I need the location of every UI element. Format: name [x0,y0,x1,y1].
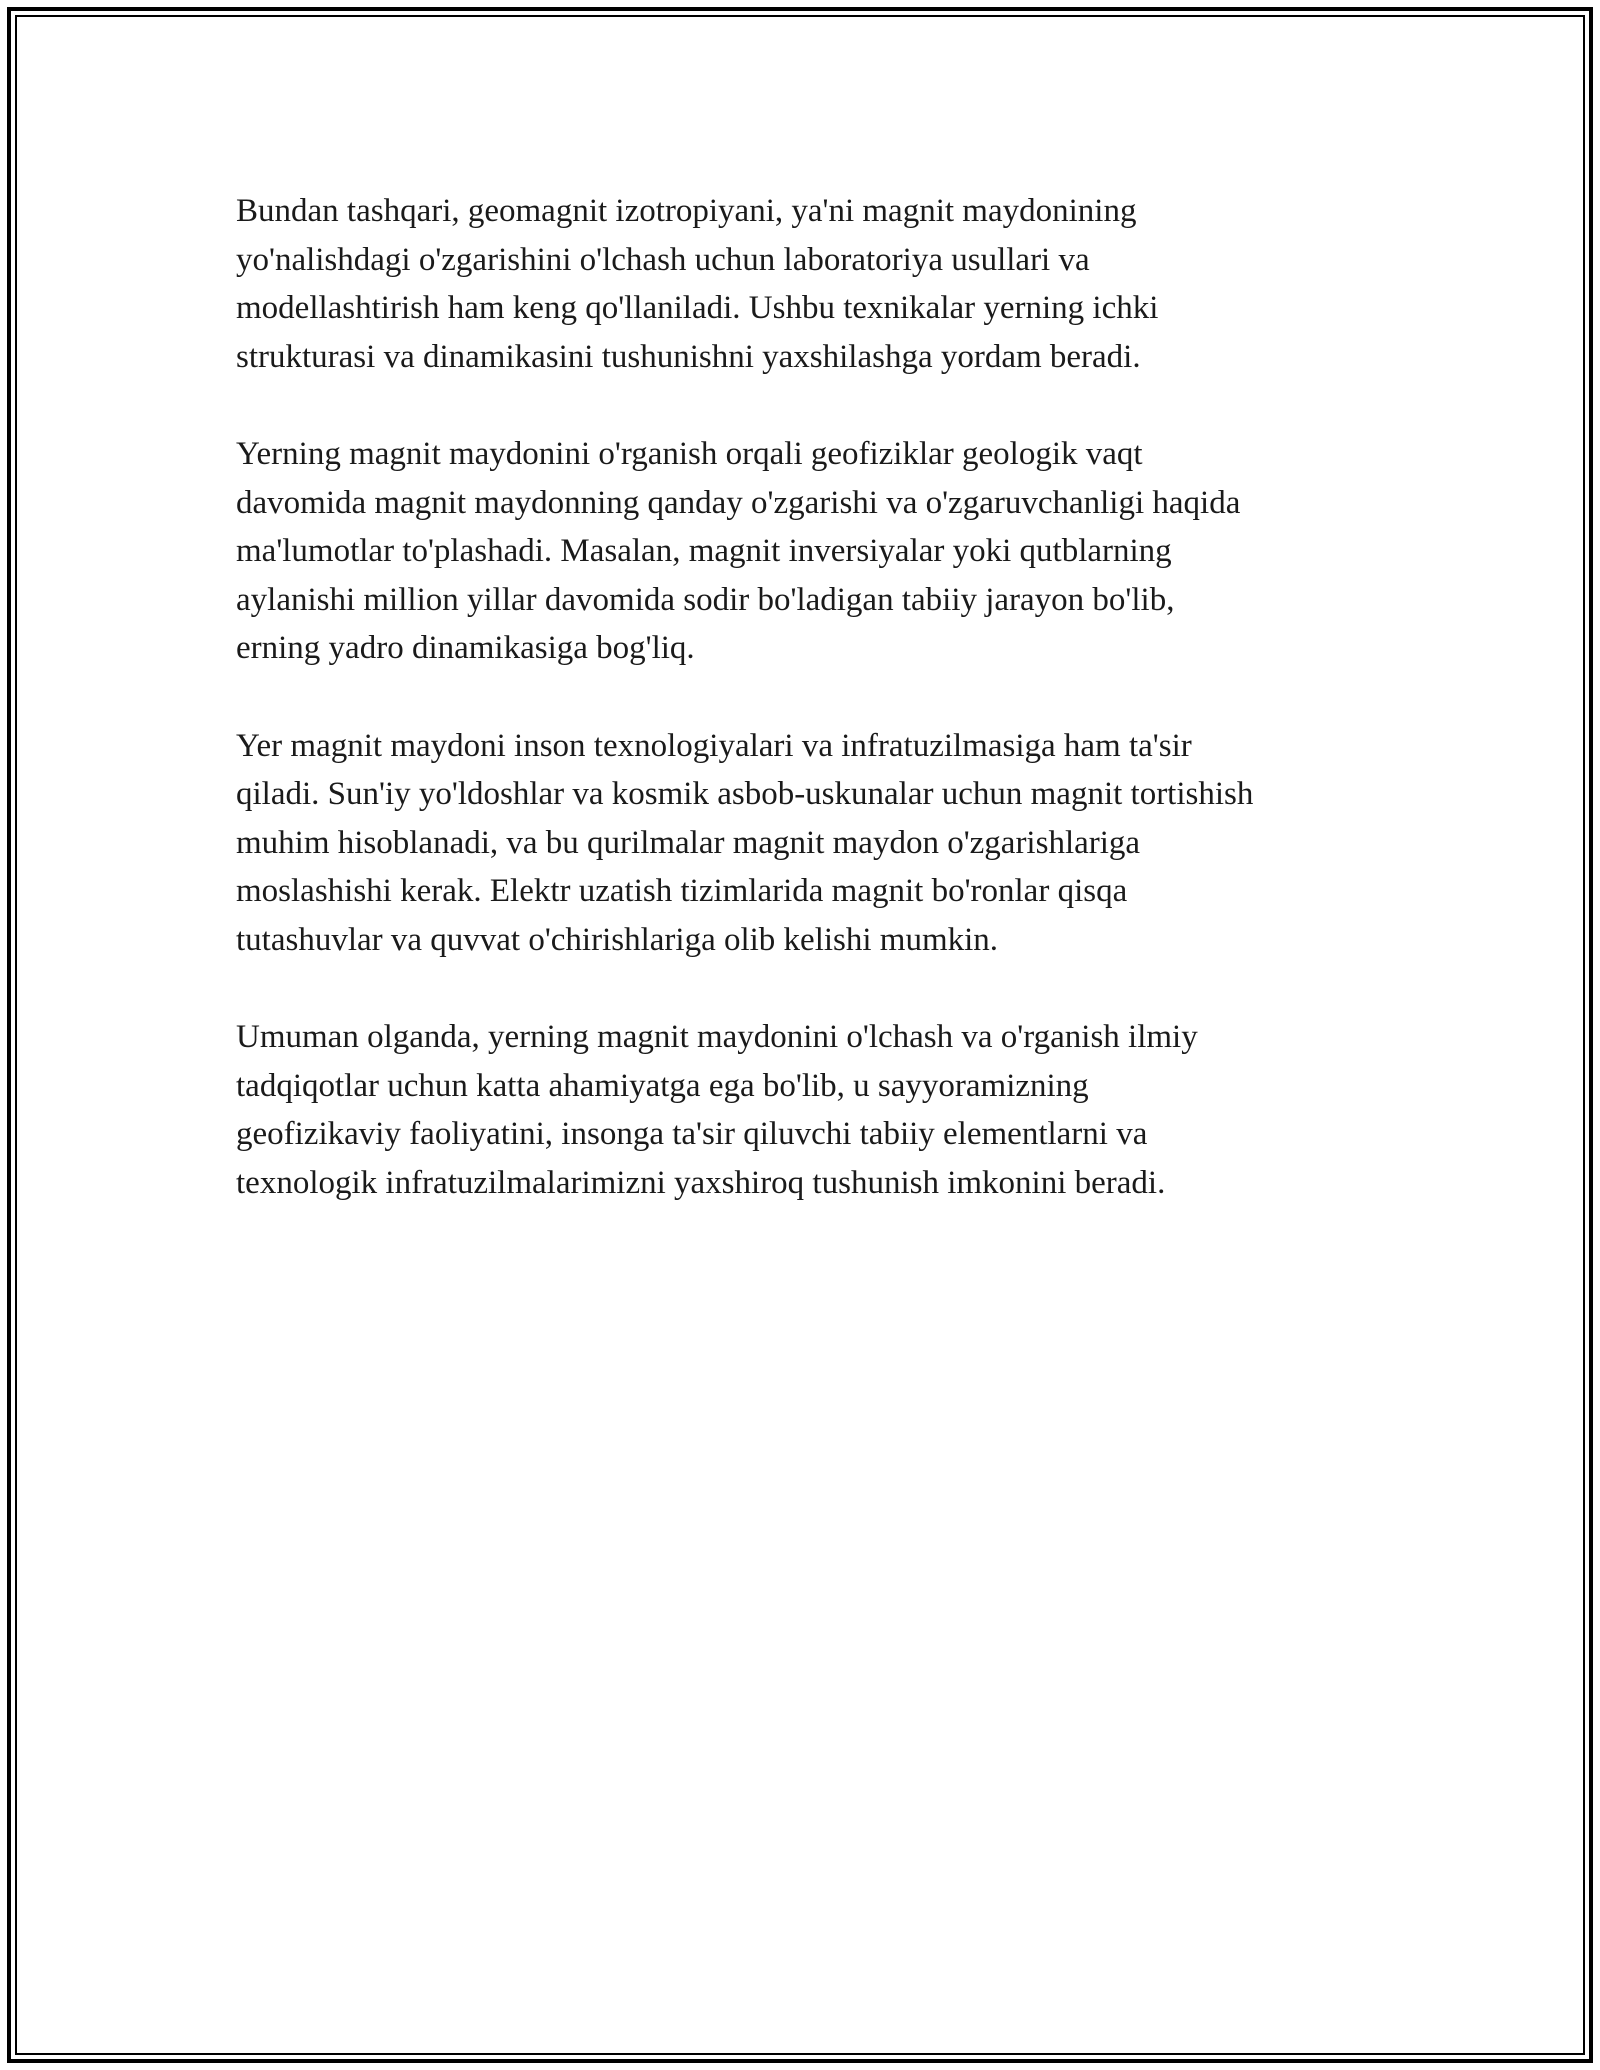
paragraph-2 [236,430,1386,673]
text-line: tutashuvlar va quvvat o'chirishlariga olib kelishi mumkin. [236,921,999,958]
text-line: strukturasi va dinamikasini tushunishni yaxshilashga yordam beradi. [236,338,1141,375]
paragraph-3 [236,722,1386,965]
text-line: Umuman olganda, yerning magnit maydonini o'lchash va o'rganish ilmiy [236,1019,1198,1055]
paragraph-1 [236,187,1386,381]
text-line: geofizikaviy faoliyatini, insonga ta'sir qiluvchi tabiiy elementlarni va [236,1116,1148,1152]
text-line: Yerning magnit maydonini o'rganish orqali geofiziklar geologik vaqt [236,436,1143,472]
text-line: Bundan tashqari, geomagnit izotropiyani, ya'ni magnit maydonining [236,193,1137,229]
text-line: yo'nalishdagi o'zgarishini o'lchash uchun laboratoriya usullari va [236,241,1090,278]
paragraph-4 [236,1013,1386,1207]
text-line: moslashishi kerak. Elektr uzatish tizimlarida magnit bo'ronlar qisqa [236,873,1128,909]
document-body [236,187,1386,1256]
text-line: muhim hisoblanadi, va bu qurilmalar magnit maydon o'zgarishlariga [236,824,1141,861]
text-line: ma'lumotlar to'plashadi. Masalan, magnit inversiyalar yoki qutblarning [236,533,1172,569]
text-line: Yer magnit maydoni inson texnologiyalari va infratuzilmasiga ham ta'sir [236,727,1192,764]
text-line: aylanishi million yillar davomida sodir bo'ladigan tabiiy jarayon bo'lib, [236,581,1175,618]
text-line: modellashtirish ham keng qo'llaniladi. Ushbu texnikalar yerning ichki [236,290,1159,326]
text-line: davomida magnit maydonning qanday o'zgarishi va o'zgaruvchanligi haqida [236,484,1241,521]
text-line: tadqiqotlar uchun katta ahamiyatga ega bo'lib, u sayyoramizning [236,1067,1089,1104]
text-line: erning yadro dinamikasiga bog'liq. [236,630,695,666]
text-line: qiladi. Sun'iy yo'ldoshlar va kosmik asbob-uskunalar uchun magnit tortishish [236,776,1254,812]
text-line: texnologik infratuzilmalarimizni yaxshiroq tushunish imkonini beradi. [236,1164,1166,1201]
